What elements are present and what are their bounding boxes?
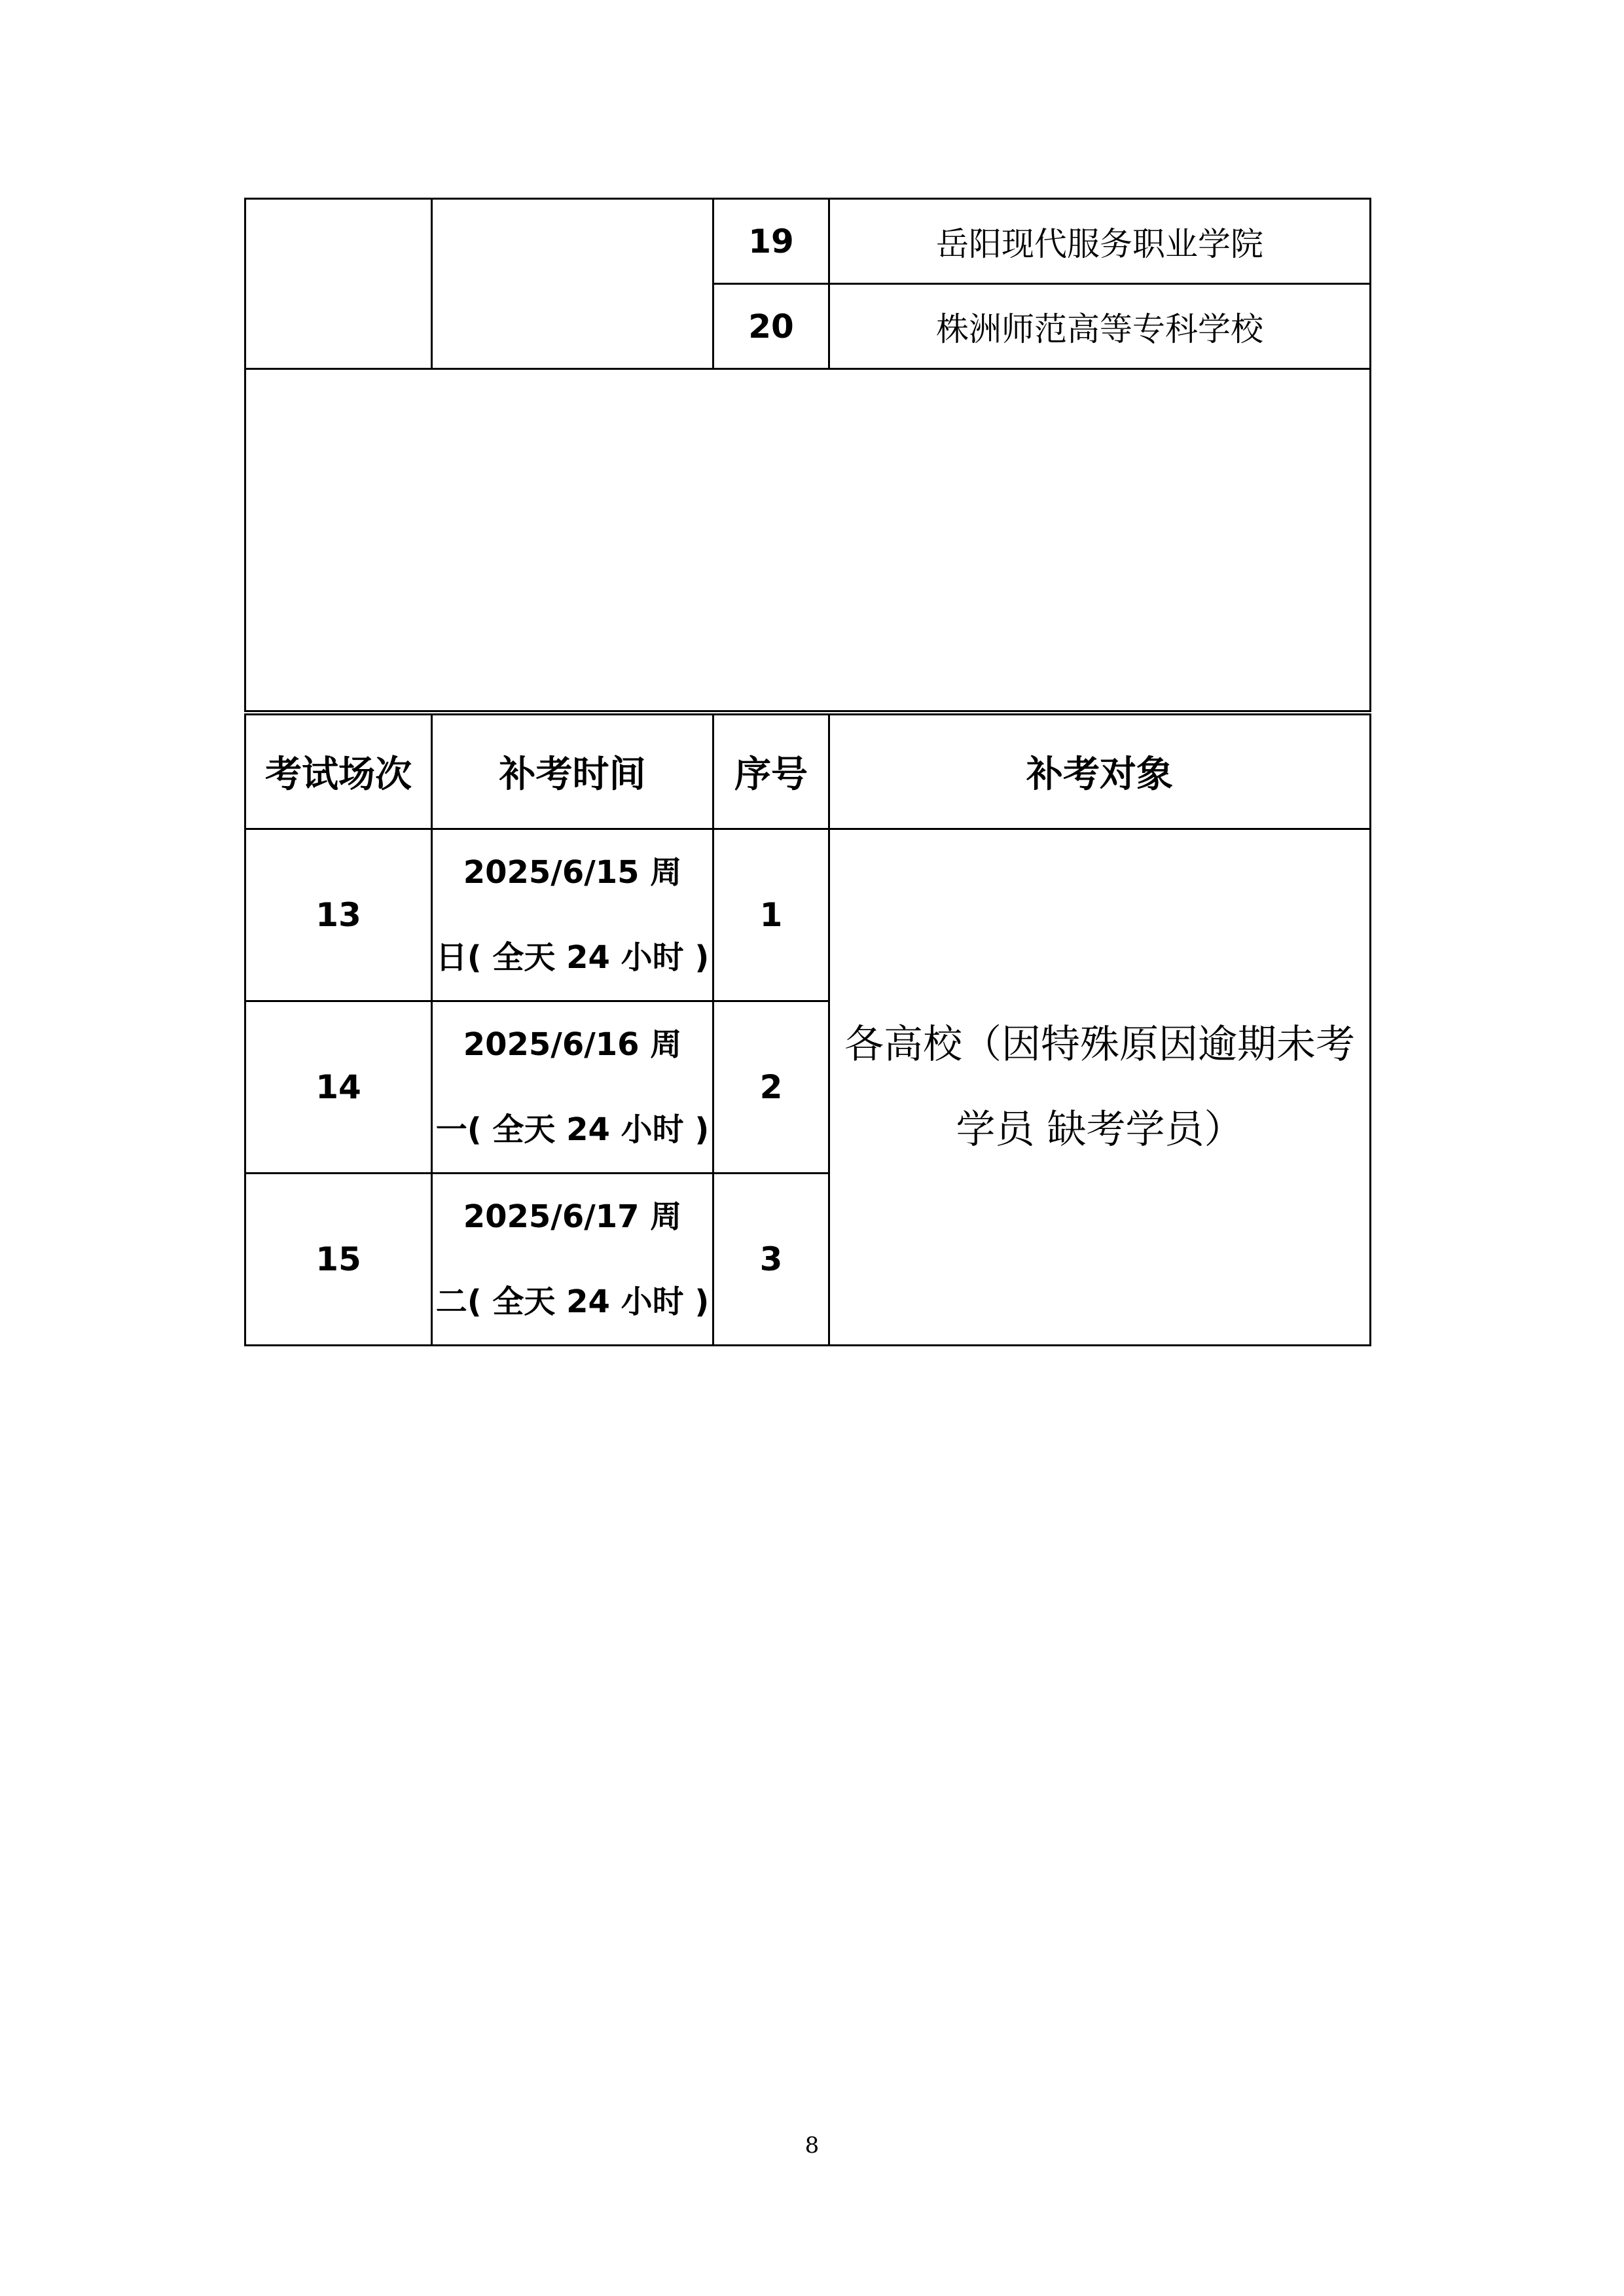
time-line1: 2025/6/16 周 xyxy=(463,1026,682,1063)
header-row xyxy=(245,715,1371,829)
school-cell: 岳阳现代服务职业学院 xyxy=(829,199,1371,284)
table-row xyxy=(245,829,1371,1001)
header-seq: 序号 xyxy=(713,715,829,829)
table-row xyxy=(245,199,1371,284)
time-cell xyxy=(432,1001,713,1174)
target-cell xyxy=(829,829,1371,1346)
empty-cell xyxy=(245,199,432,369)
session-cell: 14 xyxy=(245,1001,432,1174)
header-session: 考试场次 xyxy=(245,715,432,829)
time-line1: 2025/6/15 周 xyxy=(463,854,682,891)
session-cell: 13 xyxy=(245,829,432,1001)
time-line1: 2025/6/17 周 xyxy=(463,1198,682,1235)
target-line1: 各高校（因特殊原因逾期未考 xyxy=(844,1022,1355,1067)
target-line2: 学员 缺考学员） xyxy=(956,1107,1244,1153)
header-target: 补考对象 xyxy=(829,715,1371,829)
seq-cell: 3 xyxy=(713,1174,829,1346)
blank-cell xyxy=(245,369,1371,711)
makeup-exam-table xyxy=(244,713,1371,1346)
seq-cell: 1 xyxy=(713,829,829,1001)
session-cell: 15 xyxy=(245,1174,432,1346)
empty-cell xyxy=(432,199,713,369)
school-cell: 株洲师范高等专科学校 xyxy=(829,284,1371,369)
time-cell xyxy=(432,1174,713,1346)
time-line2: 二( 全天 24 小时 ) xyxy=(435,1283,710,1320)
top-table xyxy=(244,198,1371,712)
page-number: 8 xyxy=(804,2132,820,2159)
time-line2: 一( 全天 24 小时 ) xyxy=(435,1111,710,1148)
seq-cell: 20 xyxy=(713,284,829,369)
time-line2: 日( 全天 24 小时 ) xyxy=(435,939,710,976)
seq-cell: 19 xyxy=(713,199,829,284)
seq-cell: 2 xyxy=(713,1001,829,1174)
time-cell xyxy=(432,829,713,1001)
header-time: 补考时间 xyxy=(432,715,713,829)
blank-row xyxy=(245,369,1371,711)
